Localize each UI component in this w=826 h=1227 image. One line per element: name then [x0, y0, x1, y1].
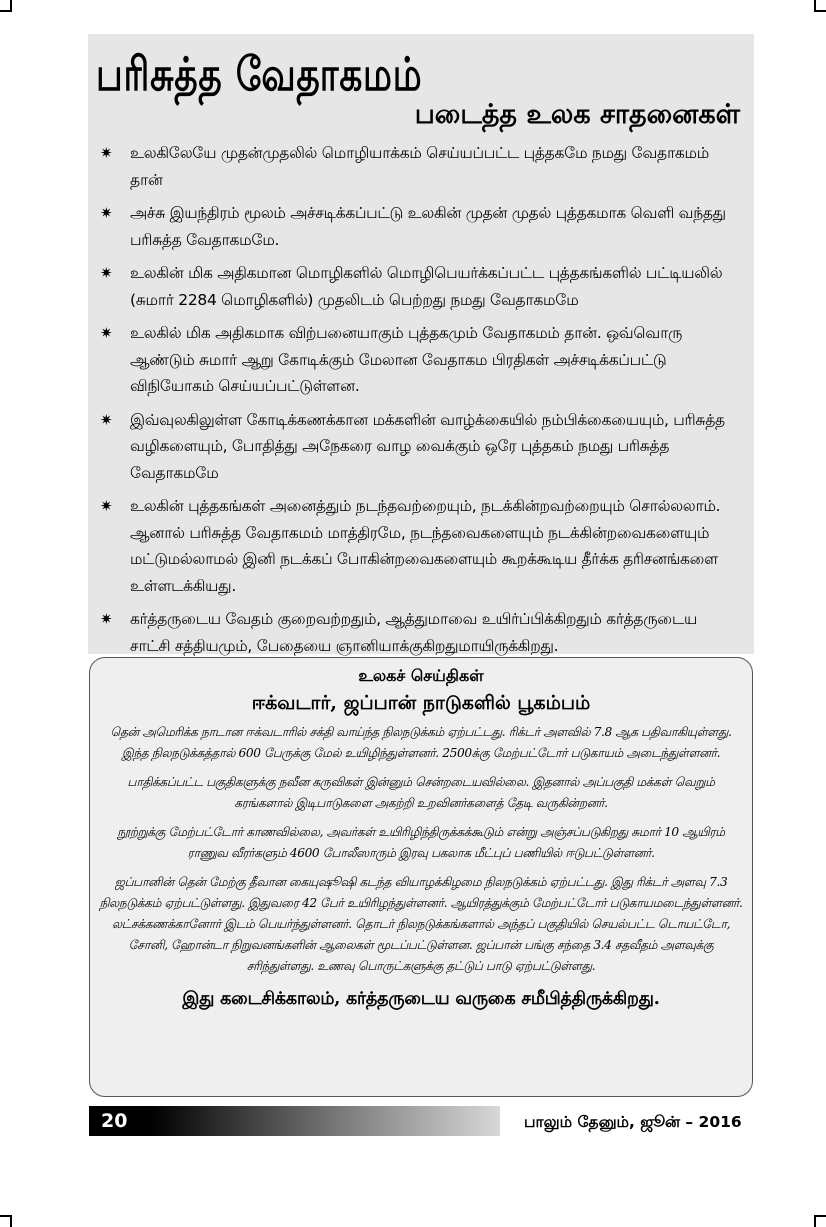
star-bullet-icon: ✷ [100, 204, 113, 222]
news-closing-line: இது கடைசிக்காலம், கர்த்தருடைய வருகை சமீபித்திருக்கிறது. [182, 989, 660, 1009]
news-paragraph: நூற்றுக்கு மேற்பட்டோர் காணவில்லை, அவர்கள் உயிரிழிந்திருக்கக்கூடும் என்று அஞ்சப்படுகிறது சுமார் 10 ஆயிரம் ராணுவ வீரர்களும் 4600 போலீஸாரும் இரவு பகலாக மீட்புப் பணியில் ஈடுபட்டுள்ளனர். [117, 825, 725, 860]
list-item [96, 606, 740, 659]
list-item-text: இவ்வுலகிலுள்ள கோடிக்கணக்கான மக்களின் வாழ்க்கையில் நம்பிக்கையையும், பரிசுத்த வழிகளையும், போதித்து அநேகரை வாழ வைக்கும் ஒரே புத்தகம் நமது பரிசுத்த வேதாகமமே [130, 410, 725, 482]
news-paragraph: ஜப்பானின் தென் மேற்கு தீவான கையுஷூஷி கடந்த வியாழக்கிழமை நிலநடுக்கம் ஏற்பட்டது. இது ரிக்டர் அளவு 7.3 நிலநடுக்கம் ஏற்பட்டுள்ளது. இதுவரை 42 பேர் உயிரிழந்துள்ளனர். ஆயிரத்துக்கும் மேற்பட்டோர் படுகாயமடைந்துள்ளனர். லட்சக்கணக்கானோர் இடம் பெயர்ந்துள்ளனர். தொடர் நிலநடுக்கங்களால் அந்தப் பகுதியில் செயல்பட்ட டொயட்டோ, சோனி, ஹோன்டா நிறுவனங்களின் ஆலைகள் மூடப்பட்டுள்ளன. ஜப்பான் பங்கு சந்தை 3.4 சதவீதம் அளவுக்கு சரிந்துள்ளது. உணவு பொருட்களுக்கு தட்டுப் பாடு ஏற்பட்டுள்ளது. [99, 875, 743, 973]
star-bullet-icon: ✷ [100, 610, 113, 628]
news-paragraph: பாதிக்கப்பட்ட பகுதிகளுக்கு நவீன கருவிகள் இன்னும் சென்றடையவில்லை. இதனால் அப்பகுதி மக்கள் வெறும் கரங்களால் இடிபாடுகளை அகற்றி உறவினர்களைத் தேடி வருகின்றனர். [127, 775, 715, 810]
star-bullet-icon: ✷ [100, 264, 113, 282]
star-bullet-icon: ✷ [100, 497, 113, 515]
footer-gradient-bar [89, 1106, 500, 1136]
news-paragraph: தென் அமெரிக்க நாடான ஈக்வடாரில் சக்தி வாய்ந்த நிலநடுக்கம் ஏற்பட்டது. ரிக்டர் அளவில் 7.8 ஆக பதிவாகியுள்ளது. இந்த நிலநடுக்கத்தால் 600 பேருக்கு மேல் உயிழிந்துள்ளனர். 2500க்கு மேற்பட்டோர் படுகாயம் அடைந்துள்ளனர். [110, 725, 732, 760]
world-news-box [89, 657, 753, 1097]
news-headline: ஈக்வடார், ஜப்பான் நாடுகளில் பூகம்பம் [251, 692, 591, 714]
crop-mark-top-left [0, 0, 12, 12]
page-number: 20 [101, 1110, 128, 1132]
star-bullet-icon: ✷ [100, 144, 113, 162]
list-item [96, 140, 740, 193]
list-item-text: உலகில் மிக அதிகமாக விற்பனையாகும் புத்தகமும் வேதாகமம் தான். ஒவ்வொரு ஆண்டும் சுமார் ஆறு கோடிக்கும் மேலான வேதாகம பிரதிகள் அச்சடிக்கப்பட்டு விநியோகம் செய்யப்பட்டுள்ளன. [130, 324, 683, 395]
crop-mark-bottom-left [0, 1215, 12, 1227]
list-item [96, 320, 740, 400]
crop-mark-top-right [814, 0, 826, 12]
news-section-heading: உலகச் செய்திகள் [358, 666, 484, 685]
list-item [96, 260, 740, 313]
list-item-text: கர்த்தருடைய வேதம் குறைவற்றதும், ஆத்துமாவை உயிர்ப்பிக்கிறதும் கர்த்தருடைய சாட்சி சத்தியமும், பேதையை ஞானியாக்குகிறதுமாயிருக்கிறது. [130, 610, 697, 655]
star-bullet-icon: ✷ [100, 410, 113, 429]
magazine-issue: பாலும் தேனும், ஜூன் – 2016 [524, 1113, 742, 1131]
crop-mark-bottom-right [814, 1215, 826, 1227]
list-item [96, 493, 740, 599]
bible-records-panel [88, 34, 754, 654]
records-list [96, 140, 740, 659]
list-item [96, 200, 740, 253]
list-item [96, 407, 740, 487]
list-item-text: உலகின் மிக அதிகமான மொழிகளில் மொழிபெயர்க்கப்பட்ட புத்தகங்களில் பட்டியலில் (சுமார் 2284 மொழிகளில்) முதலிடம் பெற்றது நமது வேதாகமமே [130, 264, 723, 309]
list-item-text: உலகின் புத்தகங்கள் அனைத்தும் நடந்தவற்றையும், நடக்கின்றவற்றையும் சொல்லலாம். ஆனால் பரிசுத்த வேதாகமம் மாத்திரமே, நடந்தவைகளையும் நடக்கின்றவைகளையும் மட்டுமல்லாமல் இனி நடக்கப் போகின்றவைகளையும் கூறக்கூடிய தீர்க்க தரிசனங்களை உள்ளடக்கியது. [130, 497, 721, 595]
star-bullet-icon: ✷ [100, 324, 113, 342]
list-item-text: உலகிலேயே முதன்முதலில் மொழியாக்கம் செய்யப்பட்ட புத்தகமே நமது வேதாகமம் தான் [130, 144, 709, 189]
page-title: பரிசுத்த வேதாகமம் [96, 47, 423, 101]
page-subtitle: படைத்த உலக சாதனைகள் [414, 99, 740, 130]
list-item-text: அச்சு இயந்திரம் மூலம் அச்சடிக்கப்பட்டு உலகின் முதன் முதல் புத்தகமாக வெளி வந்தது பரிசுத்த வேதாகமமே. [130, 204, 726, 249]
